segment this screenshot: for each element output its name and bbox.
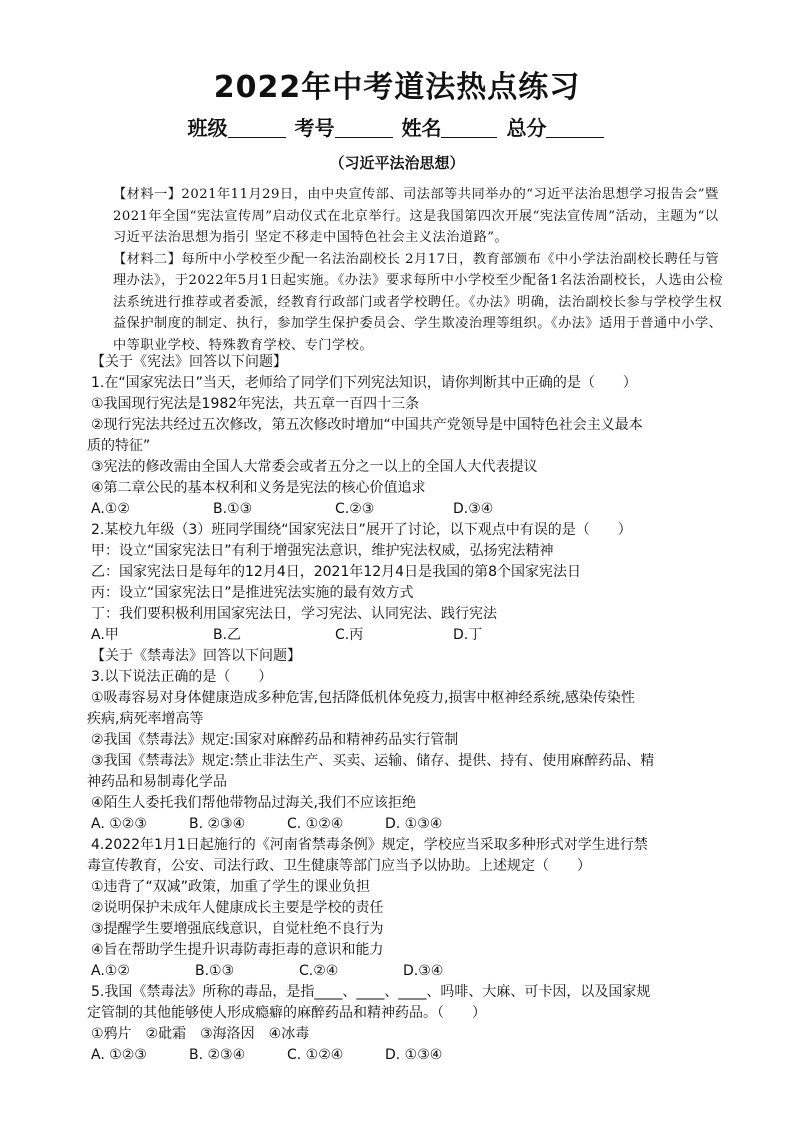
option-c[interactable]: C.丙	[335, 627, 364, 643]
question-4-item: ④旨在帮助学生提升识毒防毒拒毒的意识和能力	[91, 942, 384, 958]
question-5-stem: 5.我国《禁毒法》所称的毒品，是指____、____、____、吗啡、大麻、可卡因，以及国家规	[91, 984, 651, 1000]
question-4-item: ③提醒学生要增强底线意识，自觉杜绝不良行为	[91, 921, 384, 937]
question-2-item: 乙：国家宪法日是每年的12月4日，2021年12月4日是我国的第8个国家宪法日	[91, 564, 581, 580]
option-b[interactable]: B. ②③④	[189, 816, 246, 832]
question-4-item: ②说明保护未成年人健康成长主要是学校的责任	[91, 900, 384, 916]
option-a[interactable]: A.①②	[91, 501, 130, 517]
question-3-item: 疾病,病死率增高等	[87, 711, 204, 727]
class-blank[interactable]	[228, 117, 286, 138]
question-1-item: ④第二章公民的基本权利和义务是宪法的核心价值追求	[91, 480, 426, 496]
question-3-item: ③我国《禁毒法》规定:禁止非法生产、买卖、运输、储存、提供、持有、使用麻醉药品、精	[91, 753, 655, 769]
question-3-stem: 3.以下说法正确的是（ ）	[91, 669, 273, 685]
question-2-stem: 2.某校九年级（3）班同学围绕“国家宪法日”展开了讨论，以下观点中有误的是（ ）	[91, 522, 632, 538]
question-4-stem-continued: 毒宣传教育，公安、司法行政、卫生健康等部门应当予以协助。上述规定（ ）	[87, 858, 591, 874]
page-title: 2022年中考道法热点练习	[213, 70, 581, 105]
question-2-item: 甲：设立“国家宪法日”有利于增强宪法意识，维护宪法权威，弘扬宪法精神	[91, 543, 554, 559]
question-3-options	[87, 814, 737, 835]
question-3-item: ④陌生人委托我们帮他带物品过海关,我们不应该拒绝	[91, 795, 416, 811]
section-heading-narcotics: 【关于《禁毒法》回答以下问题】	[91, 648, 301, 664]
section-subtitle: （习近平法治思想）	[329, 154, 465, 172]
question-2-item: 丙：设立“国家宪法日”是推进宪法实施的最有效方式	[91, 585, 414, 601]
question-1-item: ②现行宪法共经过五次修改，第五次修改时增加“中国共产党领导是中国特色社会主义最本	[91, 417, 643, 433]
number-blank[interactable]	[335, 117, 393, 138]
option-c[interactable]: C. ①②④	[287, 816, 344, 832]
option-d[interactable]: D. ①③④	[385, 816, 443, 832]
option-a[interactable]: A. ①②③	[91, 816, 147, 832]
score-blank[interactable]	[546, 117, 604, 138]
material-block	[87, 184, 727, 356]
option-c[interactable]: C.②③	[335, 501, 375, 517]
number-label: 考号	[294, 116, 335, 140]
question-5-stem-continued: 定管制的其他能够使人形成瘾癖的麻醉药品和精神药品。（ ）	[87, 1005, 486, 1021]
question-3-item: 神药品和易制毒化学品	[87, 774, 227, 790]
material-one: 【材料一】2021年11月29日，由中央宣传部、司法部等共同举办的“习近平法治思想学习报告会”暨2021年全国“宪法宣传周”启动仪式在北京举行。这是我国第四次开展“宪法宣传周”活动，主题为“以习近平法治思想为指引 坚定不移走中国特色社会主义法治道路”。	[113, 187, 719, 245]
option-b[interactable]: B.乙	[213, 627, 242, 643]
question-5-options	[87, 1045, 737, 1066]
question-3-item: ①吸毒容易对身体健康造成多种危害,包括降低机体免疫力,损害中枢神经系统,感染传染性	[91, 690, 635, 706]
question-4-item: ①违背了“双减”政策，加重了学生的课业负担	[91, 879, 371, 895]
option-d[interactable]: D. ①③④	[385, 1047, 443, 1063]
option-a[interactable]: A.甲	[91, 627, 119, 643]
option-d[interactable]: D.丁	[453, 627, 483, 643]
option-b[interactable]: B. ②③④	[189, 1047, 246, 1063]
material-two: 【材料二】每所中小学校至少配一名法治副校长 2月17日，教育部颁布《中小学法治副校长聘任与管理办法》，于2022年5月1日起实施。《办法》要求每所中小学校至少配备1名法治副校长，人选由公检法系统进行推荐或者委派，经教育行政部门或者学校聘任。《办法》明确，法治副校长参与学校学生权益保护制度的制定、执行，参加学生保护委员会、学生欺凌治理等组织。《办法》适用于普通中小学、中等职业学校、特殊教育学校、专门学校。	[113, 251, 724, 353]
option-c[interactable]: C.②④	[299, 963, 339, 979]
question-1-item: ①我国现行宪法是1982年宪法，共五章一百四十三条	[91, 396, 420, 412]
questions-block	[87, 352, 737, 1066]
option-a[interactable]: A.①②	[91, 963, 130, 979]
option-d[interactable]: D.③④	[453, 501, 494, 517]
name-label: 姓名	[401, 116, 442, 140]
question-3-item: ②我国《禁毒法》规定:国家对麻醉药品和精神药品实行管制	[91, 732, 459, 748]
question-4-stem: 4.2022年1月1日起施行的《河南省禁毒条例》规定，学校应当采取多种形式对学生进行禁	[91, 837, 648, 853]
name-blank[interactable]	[441, 117, 497, 138]
option-c[interactable]: C. ①②④	[287, 1047, 344, 1063]
question-5-item: ①鸦片 ②砒霜 ③海洛因 ④冰毒	[91, 1026, 310, 1042]
section-heading-constitution: 【关于《宪法》回答以下问题】	[91, 354, 287, 370]
question-1-stem: 1.在“国家宪法日”当天，老师给了同学们下列宪法知识，请你判断其中正确的是（ ）	[91, 375, 637, 391]
question-1-item: 质的特征”	[87, 438, 151, 454]
question-1-options	[87, 499, 737, 520]
question-4-options	[87, 961, 737, 982]
question-2-options	[87, 625, 737, 646]
score-label: 总分	[506, 116, 547, 140]
question-2-item: 丁：我们要积极利用国家宪法日，学习宪法、认同宪法、践行宪法	[91, 606, 497, 622]
student-info-fields	[0, 112, 794, 141]
option-a[interactable]: A. ①②③	[91, 1047, 147, 1063]
option-b[interactable]: B.①③	[195, 963, 235, 979]
class-label: 班级	[187, 116, 228, 140]
option-b[interactable]: B.①③	[213, 501, 253, 517]
question-1-item: ③宪法的修改需由全国人大常委会或者五分之一以上的全国人大代表提议	[91, 459, 538, 475]
option-d[interactable]: D.③④	[403, 963, 444, 979]
